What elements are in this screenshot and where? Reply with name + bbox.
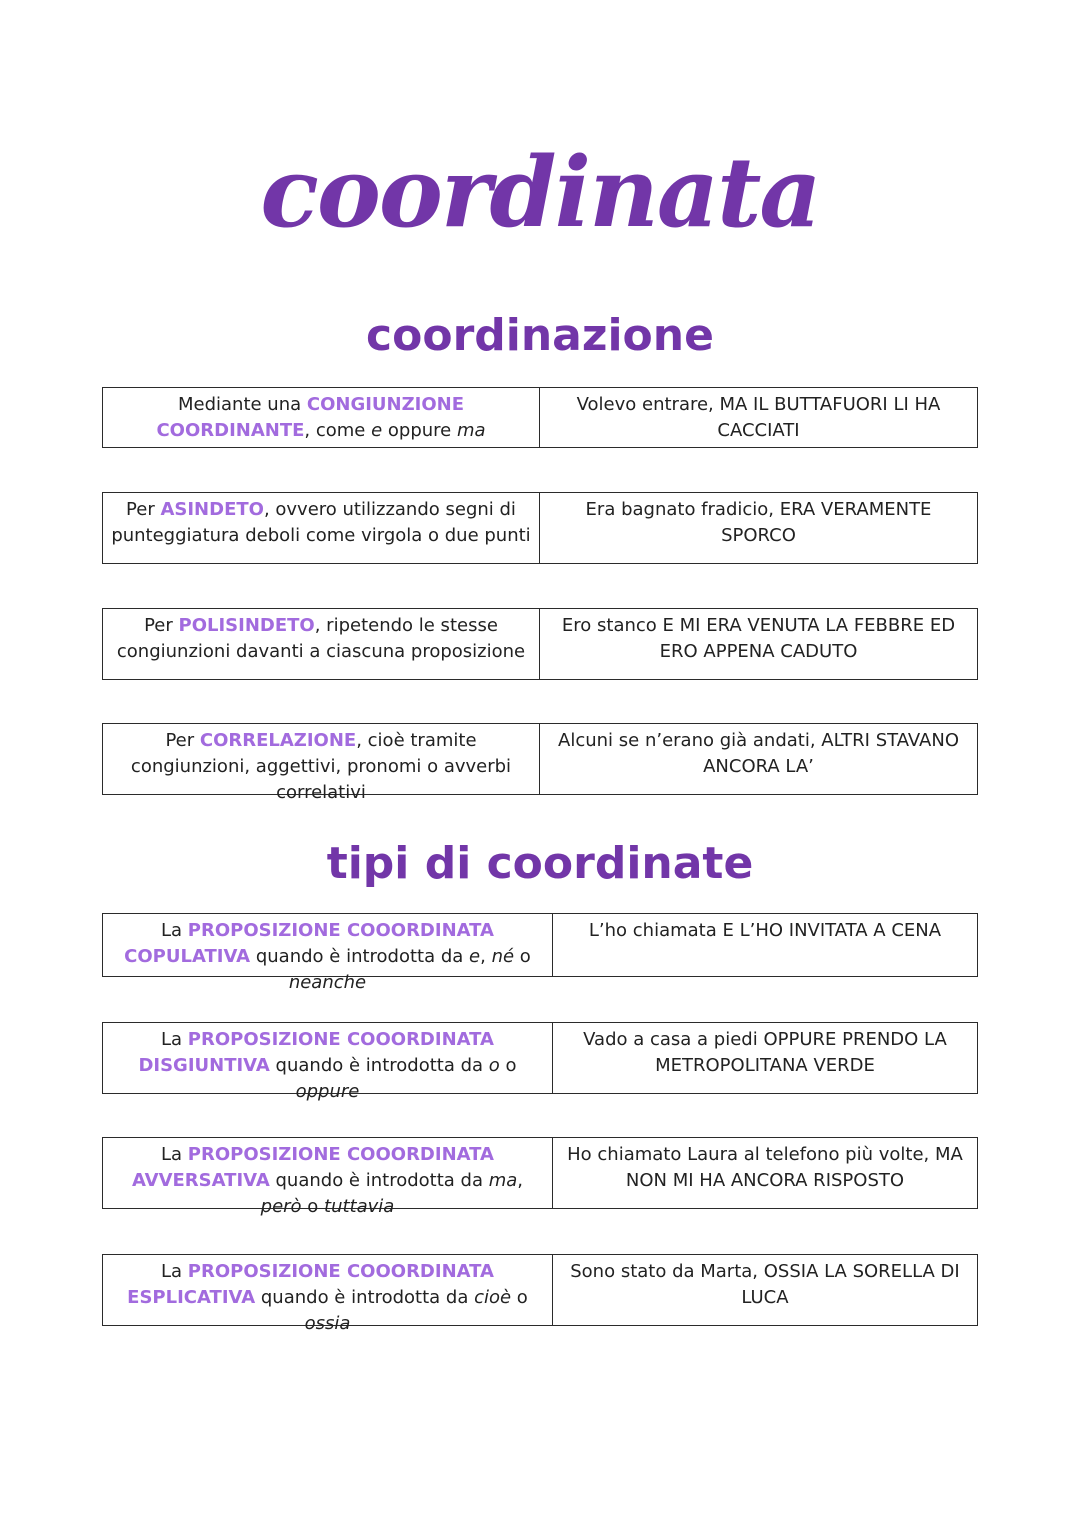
example-cell: Ero stanco E MI ERA VENUTA LA FEBBRE ED ERO APPENA CADUTO	[561, 615, 956, 662]
table-row	[102, 608, 978, 680]
example-cell: Ho chiamato Laura al telefono più volte, MA NON MI HA ANCORA RISPOSTO	[567, 1144, 963, 1191]
definition-cell: La PROPOSIZIONE COOORDINATA COPULATIVA quando è introdotta da e, né o neanche	[103, 914, 553, 976]
table-row	[102, 723, 978, 803]
table-row	[102, 492, 978, 564]
example-cell: Alcuni se n’erano già andati, ALTRI STAVANO ANCORA LA’	[558, 730, 959, 777]
definition-cell: Per POLISINDETO, ripetendo le stesse congiunzioni davanti a ciascuna proposizione	[103, 609, 540, 679]
example-cell: L’ho chiamata E L’HO INVITATA A CENA	[588, 920, 942, 941]
page-title: coordinata	[260, 136, 820, 249]
example-cell: Vado a casa a piedi OPPURE PRENDO LA METROPOLITANA VERDE	[583, 1029, 947, 1076]
definition-cell: Per ASINDETO, ovvero utilizzando segni di punteggiatura deboli come virgola o due punti	[103, 493, 540, 563]
table-row	[102, 1137, 978, 1217]
section-heading-tipi-di-coordinate: tipi di coordinate	[326, 838, 754, 889]
example-cell: Era bagnato fradicio, ERA VERAMENTE SPORCO	[585, 499, 932, 546]
example-cell: Sono stato da Marta, OSSIA LA SORELLA DI LUCA	[570, 1261, 960, 1308]
definition-cell: La PROPOSIZIONE COOORDINATA ESPLICATIVA quando è introdotta da cioè o ossia	[103, 1255, 553, 1325]
table-row	[102, 387, 978, 448]
definition-cell: La PROPOSIZIONE COOORDINATA DISGIUNTIVA quando è introdotta da o o oppure	[103, 1023, 553, 1093]
definition-cell: Mediante una CONGIUNZIONE COORDINANTE, come e oppure ma	[103, 388, 540, 447]
table-row	[102, 913, 978, 993]
definition-cell: La PROPOSIZIONE COOORDINATA AVVERSATIVA quando è introdotta da ma, però o tuttavia	[103, 1138, 553, 1208]
section-heading-coordinazione: coordinazione	[366, 310, 714, 361]
example-cell: Volevo entrare, MA IL BUTTAFUORI LI HA CACCIATI	[576, 394, 941, 441]
table-row	[102, 1254, 978, 1334]
table-row	[102, 1022, 978, 1102]
definition-cell: Per CORRELAZIONE, cioè tramite congiunzioni, aggettivi, pronomi o avverbi correlativi	[103, 724, 540, 794]
